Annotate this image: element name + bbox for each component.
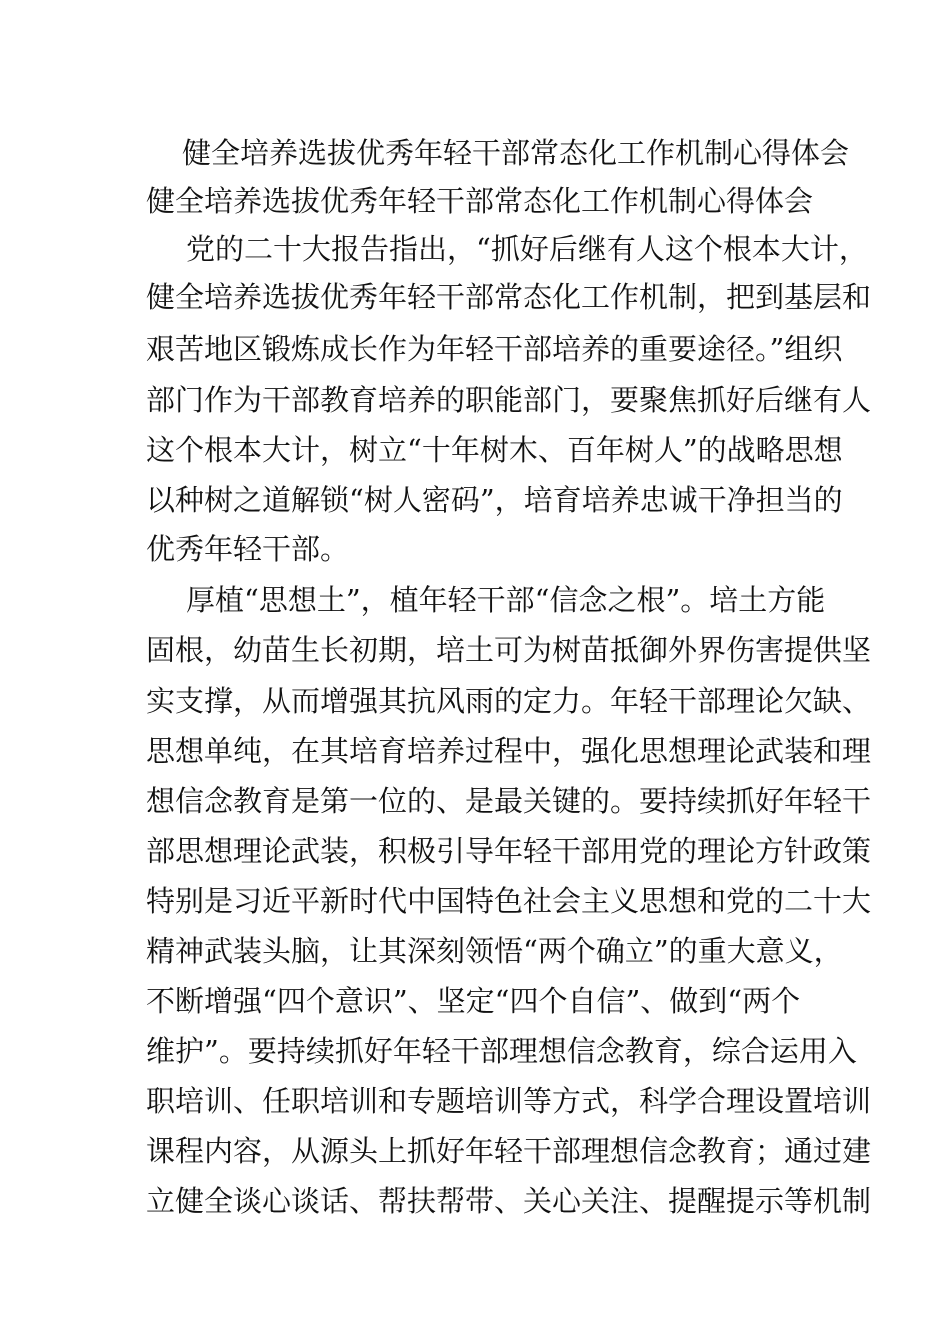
paragraph-1-line-4: 部门作为干部教育培养的职能部门，要聚焦抓好后继有人	[146, 383, 872, 417]
paragraph-2-line-7: 特别是习近平新时代中国特色社会主义思想和党的二十大	[146, 884, 872, 918]
paragraph-2-line-9: 不断增强“四个意识”、坚定“四个自信”、做到“两个	[146, 984, 801, 1018]
paragraph-2-line-3: 实支撑，从而增强其抗风雨的定力。年轻干部理论欠缺、	[146, 684, 872, 718]
paragraph-1-line-2: 健全培养选拔优秀年轻干部常态化工作机制，把到基层和	[146, 280, 872, 314]
paragraph-2-line-5: 想信念教育是第一位的、是最关键的。要持续抓好年轻干	[146, 784, 872, 818]
paragraph-2-line-6: 部思想理论武装，积极引导年轻干部用党的理论方针政策	[146, 834, 872, 868]
paragraph-1-line-1: 党的二十大报告指出，“抓好后继有人这个根本大计，	[186, 232, 868, 266]
document-title: 健全培养选拔优秀年轻干部常态化工作机制心得体会	[182, 136, 850, 170]
document-subtitle: 健全培养选拔优秀年轻干部常态化工作机制心得体会	[146, 184, 814, 218]
paragraph-1-line-5: 这个根本大计，树立“十年树木、百年树人”的战略思想	[146, 433, 843, 467]
paragraph-1-line-6: 以种树之道解锁“树人密码”，培育培养忠诚干净担当的	[146, 483, 843, 517]
paragraph-2-line-11: 职培训、任职培训和专题培训等方式，科学合理设置培训	[146, 1084, 872, 1118]
paragraph-2-line-10: 维护”。要持续抓好年轻干部理想信念教育，综合运用入	[146, 1034, 857, 1068]
paragraph-2-line-8: 精神武装头脑，让其深刻领悟“两个确立”的重大意义，	[146, 934, 843, 968]
paragraph-2-line-1: 厚植“思想土”，植年轻干部“信念之根”。培土方能	[186, 583, 826, 617]
paragraph-2-line-4: 思想单纯，在其培育培养过程中，强化思想理论武装和理	[146, 734, 872, 768]
paragraph-2-line-12: 课程内容，从源头上抓好年轻干部理想信念教育；通过建	[146, 1134, 872, 1168]
paragraph-1-line-7: 优秀年轻干部。	[146, 532, 350, 566]
paragraph-2-line-13: 立健全谈心谈话、帮扶帮带、关心关注、提醒提示等机制	[146, 1184, 872, 1218]
paragraph-2-line-2: 固根，幼苗生长初期，培土可为树苗抵御外界伤害提供坚	[146, 633, 872, 667]
paragraph-1-line-3: 艰苦地区锻炼成长作为年轻干部培养的重要途径。”组织	[146, 332, 843, 366]
